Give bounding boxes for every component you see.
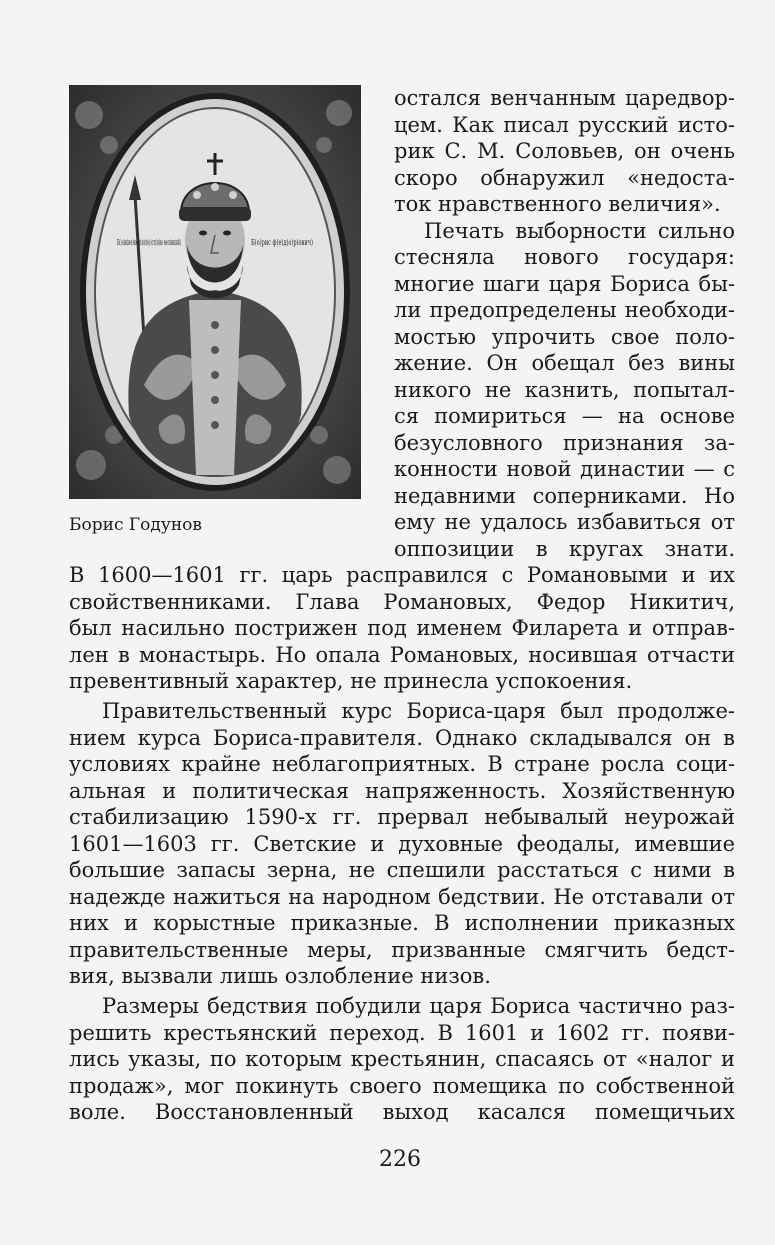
text-line: вия, вызвали лишь озлобление низов. <box>69 964 491 988</box>
figure-caption: Борис Годунов <box>69 515 202 535</box>
text-line: воле. Восстановленный выход касался помещичьих <box>69 1100 735 1124</box>
text-line: стабилизацию 1590-х гг. прервал небывалый неурожай <box>69 805 735 829</box>
text-line: большие запасы зерна, не спешили расстаться с ними в <box>69 858 735 882</box>
text-line: превентивный характер, не принесла успокоения. <box>69 669 633 693</box>
text-line: жение. Он обещал без вины <box>394 351 735 375</box>
portrait-right-inscription: Б(о)рис ф(е)д(о)р(ович) <box>251 238 313 247</box>
text-line: решить крестьянский переход. В 1601 и 1602 гг. появи- <box>69 1020 735 1045</box>
text-line: надежде нажиться на народном бедствии. Не отставали от <box>69 884 735 909</box>
text-line: альная и политическая напряженность. Хозяйственную <box>69 778 735 803</box>
text-line: продаж», мог покинуть своего помещика по собственной <box>69 1073 735 1098</box>
text-line: ему не удалось избавиться от <box>394 510 735 534</box>
text-line: ток нравственного величия». <box>394 192 721 216</box>
text-line: ли предопределены необходи- <box>394 298 735 322</box>
text-line: Размеры бедствия побудили царя Бориса частично раз- <box>102 994 735 1018</box>
text-line: рик С. М. Соловьев, он очень <box>394 139 735 163</box>
text-line: цем. Как писал русский исто- <box>394 112 735 137</box>
text-line: В 1600—1601 гг. царь расправился с Романовыми и их <box>69 563 735 587</box>
text-line: лись указы, по которым крестьянин, спасаясь от «налог и <box>69 1047 735 1071</box>
text-line: оппозиции в кругах знати. <box>394 536 735 561</box>
text-line: условиях крайне неблагоприятных. В стране росла соци- <box>69 752 735 776</box>
text-line: недавними соперниками. Но <box>394 483 735 508</box>
text-line: них и корыстные приказные. В исполнении приказных <box>69 911 735 935</box>
text-line: нием курса Бориса-правителя. Однако складывался он в <box>69 725 735 750</box>
text-line: стесняла нового государя: <box>394 245 735 269</box>
text-line: скоро обнаружил «недоста- <box>394 165 735 190</box>
text-line: был насильно пострижен под именем Филарета и отправ- <box>69 616 735 640</box>
text-line: ся помириться — на основе <box>394 404 735 428</box>
text-line: лен в монастырь. Но опала Романовых, носившая отчасти <box>69 642 735 667</box>
text-line: многие шаги царя Бориса бы- <box>394 271 735 296</box>
text-line: мостью упрочить свое поло- <box>394 324 735 349</box>
boris-godunov-portrait <box>69 85 361 499</box>
text-line: никого не казнить, попытал- <box>394 377 735 402</box>
text-line: конности новой династии — с <box>394 457 735 481</box>
text-line: остался венчанным царедвор- <box>394 86 735 110</box>
page-number: 226 <box>379 1147 421 1172</box>
portrait-left-inscription: Б(о)ж(ие)ю м(и)л(о)ст(и)ю вел(икий) <box>117 238 181 247</box>
text-line: правительственные меры, призванные смягчить бедст- <box>69 937 735 962</box>
text-line: Правительственный курс Бориса-царя был продолже- <box>102 699 735 723</box>
text-line: 1601—1603 гг. Светские и духовные феодалы, имевшие <box>69 831 735 856</box>
text-line: безусловного признания за- <box>394 430 735 455</box>
text-line: Печать выборности сильно <box>424 218 735 243</box>
text-line: свойственниками. Глава Романовых, Федор Никитич, <box>69 589 735 614</box>
